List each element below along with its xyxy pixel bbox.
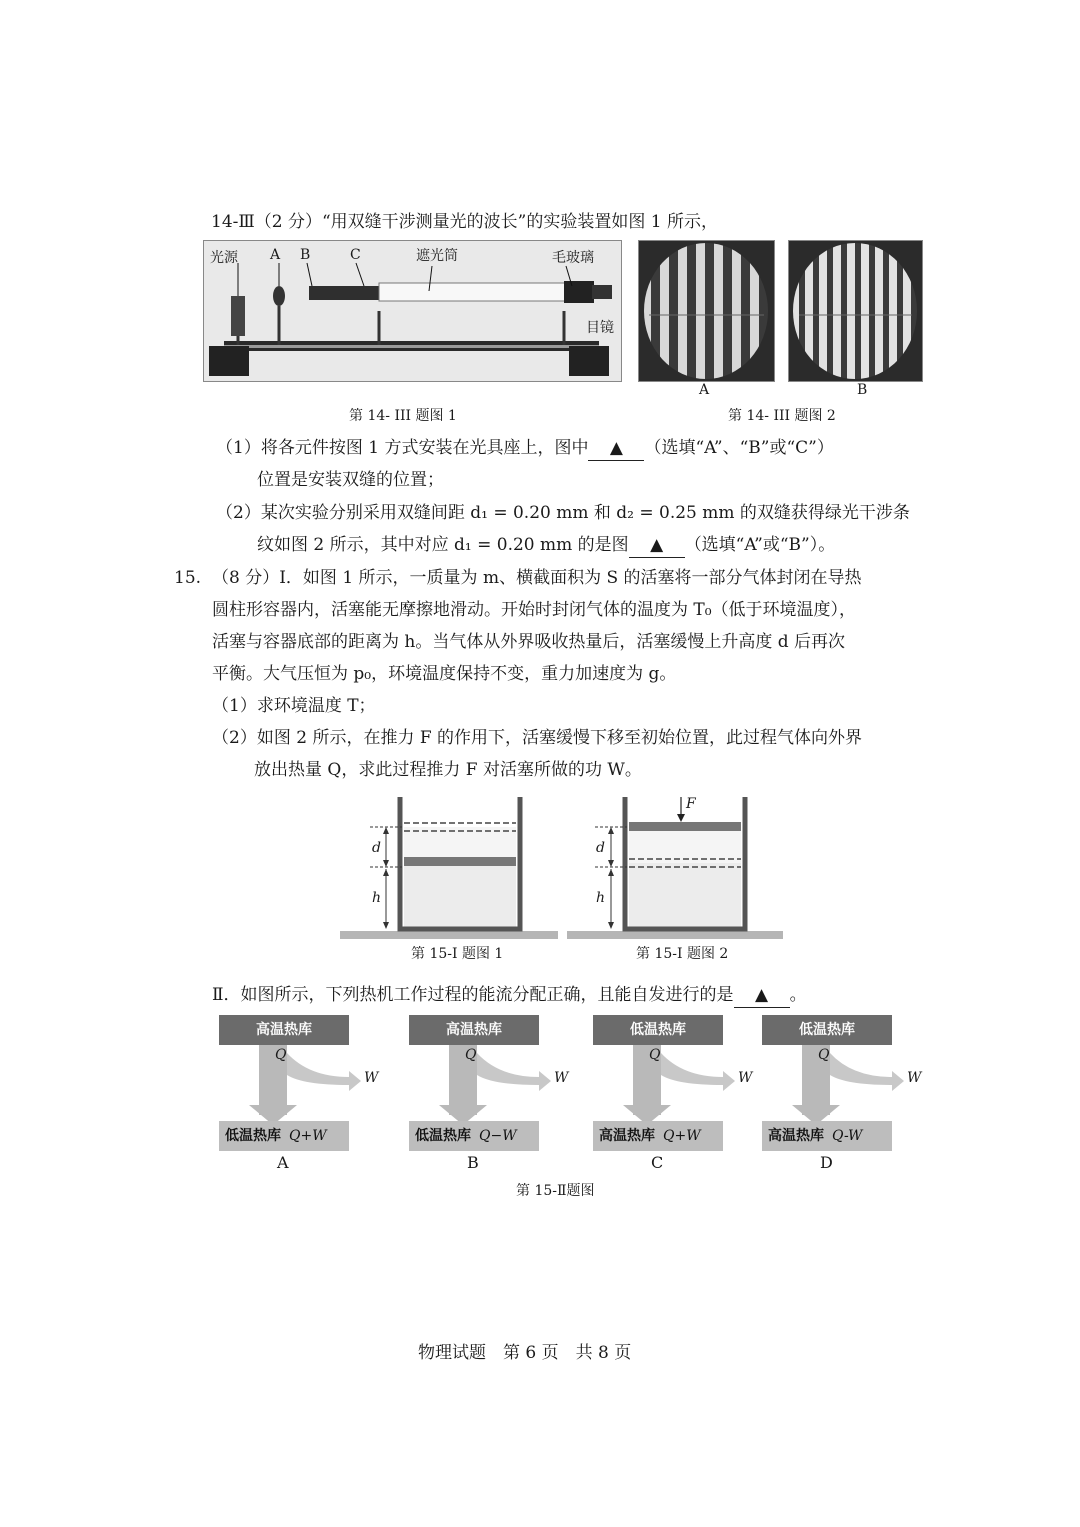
q15-part2: Ⅱ．如图所示，下列热机工作过程的能流分配正确，且能自发进行的是 ▲ 。 bbox=[212, 983, 807, 1008]
q15-fig3-caption: 第 15-Ⅱ题图 bbox=[516, 1183, 595, 1199]
page-footer: 物理试题 第 6 页 共 8 页 bbox=[418, 1343, 632, 1363]
heat-engine-option bbox=[593, 1015, 758, 1175]
fig1-label-d: d bbox=[372, 840, 381, 856]
label-eyepiece: 目镜 bbox=[586, 320, 614, 336]
heat-engine-option bbox=[409, 1015, 574, 1175]
fig2-label-d: d bbox=[596, 840, 605, 856]
work-w-label: W bbox=[364, 1070, 379, 1086]
q15-fig1-caption: 第 15-I 题图 1 bbox=[411, 946, 504, 962]
fringe-pattern-a bbox=[639, 241, 774, 381]
q15-sub2-line2: 放出热量 Q，求此过程推力 F 对活塞所做的功 W。 bbox=[254, 760, 642, 780]
heat-engine-option bbox=[219, 1015, 384, 1175]
fringe-label-b: B bbox=[857, 382, 868, 398]
bottom-reservoir: 高温热库 Q-W bbox=[762, 1121, 892, 1151]
q15-sub1: （1）求环境温度 T； bbox=[212, 696, 376, 716]
force-label-f: F bbox=[686, 796, 696, 812]
option-letter: B bbox=[467, 1153, 479, 1172]
q14-part1-line2: 位置是安装双缝的位置； bbox=[257, 470, 444, 490]
heat-q-label: Q bbox=[649, 1047, 661, 1063]
cylinder-figure-1 bbox=[340, 795, 560, 940]
heat-engine-option bbox=[762, 1015, 927, 1175]
q14-fig1-caption: 第 14- III 题图 1 bbox=[349, 408, 457, 424]
q14-part1-line1: （1）将各元件按图 1 方式安装在光具座上，图中 ▲ （选填“A”、“B”或“C”） bbox=[216, 436, 834, 461]
fringe-pattern-b bbox=[789, 241, 922, 381]
fringe-label-a: A bbox=[699, 382, 710, 398]
top-reservoir: 高温热库 bbox=[219, 1015, 349, 1045]
q15-line4: 平衡。大气压恒为 p₀，环境温度保持不变，重力加速度为 g。 bbox=[212, 664, 677, 684]
fig2-label-h: h bbox=[596, 890, 606, 906]
label-c: C bbox=[350, 247, 361, 263]
fig1-label-h: h bbox=[372, 890, 382, 906]
q14-fig1-apparatus bbox=[203, 240, 622, 382]
heat-q-label: Q bbox=[275, 1047, 287, 1063]
fringe-photo-a bbox=[638, 240, 775, 382]
option-letter: A bbox=[277, 1153, 289, 1172]
work-w-label: W bbox=[554, 1070, 569, 1086]
bottom-reservoir: 低温热库 Q−W bbox=[409, 1121, 539, 1151]
q14-part2-line1: （2）某次实验分别采用双缝间距 d₁ = 0.20 mm 和 d₂ = 0.25 mm 的双缝获得绿光干涉条 bbox=[216, 503, 910, 523]
q15-fig2-caption: 第 15-I 题图 2 bbox=[636, 946, 729, 962]
label-shade-tube: 遮光筒 bbox=[416, 248, 458, 264]
answer-blank: ▲ bbox=[629, 533, 685, 558]
top-reservoir: 高温热库 bbox=[409, 1015, 539, 1045]
fringe-photo-b bbox=[788, 240, 923, 382]
answer-blank: ▲ bbox=[588, 436, 644, 461]
label-a: A bbox=[270, 247, 281, 263]
q15-number: 15. bbox=[174, 568, 202, 588]
q15-sub2-line1: （2）如图 2 所示，在推力 F 的作用下，活塞缓慢下移至初始位置，此过程气体向外界 bbox=[212, 728, 863, 748]
label-light-source: 光源 bbox=[210, 250, 238, 266]
q14-title: 14-Ⅲ（2 分）“用双缝干涉测量光的波长”的实验装置如图 1 所示， bbox=[211, 212, 718, 232]
label-frosted-glass: 毛玻璃 bbox=[552, 250, 594, 266]
q14-fig2-caption: 第 14- III 题图 2 bbox=[728, 408, 836, 424]
top-reservoir: 低温热库 bbox=[762, 1015, 892, 1045]
label-b: B bbox=[300, 247, 311, 263]
heat-q-label: Q bbox=[465, 1047, 477, 1063]
answer-blank: ▲ bbox=[734, 983, 790, 1008]
q14-part2-line2: 纹如图 2 所示，其中对应 d₁ = 0.20 mm 的是图 ▲ （选填“A”或“B”）。 bbox=[257, 533, 835, 558]
option-letter: D bbox=[820, 1153, 833, 1172]
cylinder-figure-2 bbox=[565, 795, 785, 940]
top-reservoir: 低温热库 bbox=[593, 1015, 723, 1045]
work-w-label: W bbox=[907, 1070, 922, 1086]
q15-line2: 圆柱形容器内，活塞能无摩擦地滑动。开始时封闭气体的温度为 T₀（低于环境温度）， bbox=[212, 600, 857, 620]
q15-line1: （8 分）I．如图 1 所示，一质量为 m、横截面积为 S 的活塞将一部分气体封闭在导热 bbox=[212, 568, 862, 588]
q15-line3: 活塞与容器底部的距离为 h。当气体从外界吸收热量后，活塞缓慢上升高度 d 后再次 bbox=[212, 632, 846, 652]
heat-q-label: Q bbox=[818, 1047, 830, 1063]
work-w-label: W bbox=[738, 1070, 753, 1086]
bottom-reservoir: 低温热库 Q+W bbox=[219, 1121, 349, 1151]
bottom-reservoir: 高温热库 Q+W bbox=[593, 1121, 723, 1151]
option-letter: C bbox=[651, 1153, 664, 1172]
